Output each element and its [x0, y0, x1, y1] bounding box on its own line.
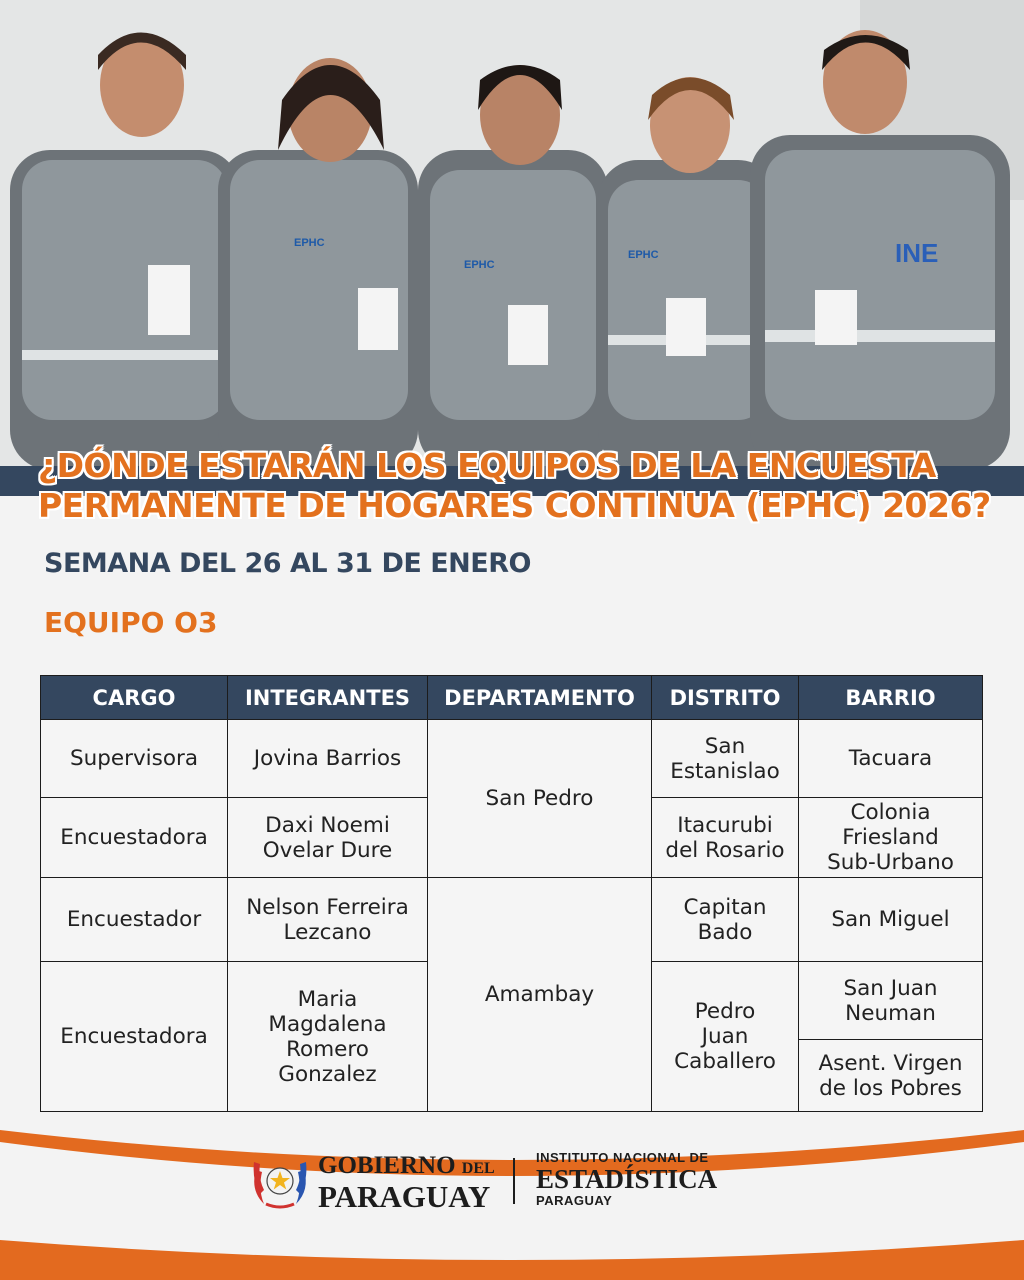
cell-departamento: Amambay — [428, 878, 652, 1112]
gov-line2: PARAGUAY — [318, 1179, 491, 1214]
page-title: ¿DÓNDE ESTARÁN LOS EQUIPOS DE LA ENCUESTA PERMANENTE DE HOGARES CONTINUA (EPHC) 2026? — [38, 446, 991, 525]
cell-distrito: Pedro Juan Caballero — [652, 962, 799, 1112]
cell-integrantes: Nelson Ferreira Lezcano — [228, 878, 428, 962]
table-row — [41, 720, 983, 798]
cell-cargo: Encuestador — [41, 878, 228, 962]
team-photo — [0, 0, 1024, 470]
cell-distrito: San Estanislao — [652, 720, 799, 798]
table-header-row — [41, 676, 983, 720]
cell-barrio: Tacuara — [799, 720, 983, 798]
team-label: EQUIPO O3 — [44, 606, 218, 639]
cell-barrio: San Miguel — [799, 878, 983, 962]
paraguay-seal-icon — [248, 1150, 312, 1212]
column-header-distrito: DISTRITO — [652, 676, 799, 720]
column-header-cargo: CARGO — [41, 676, 228, 720]
ine-line2: ESTADÍSTICA — [536, 1164, 718, 1194]
gov-line1: GOBIERNO — [318, 1152, 456, 1179]
cell-cargo: Encuestadora — [41, 798, 228, 878]
cell-departamento: San Pedro — [428, 720, 652, 878]
cell-integrantes: Daxi Noemi Ovelar Dure — [228, 798, 428, 878]
cell-barrio: Asent. Virgen de los Pobres — [799, 1040, 983, 1112]
cell-barrio: Colonia Friesland Sub-Urbano — [799, 798, 983, 878]
cell-integrantes: Maria Magdalena Romero Gonzalez — [228, 962, 428, 1112]
cell-cargo: Supervisora — [41, 720, 228, 798]
cell-barrio: San Juan Neuman — [799, 962, 983, 1040]
ine-line1: INSTITUTO NACIONAL DE — [536, 1150, 709, 1165]
week-subtitle: SEMANA DEL 26 AL 31 DE ENERO — [44, 548, 531, 579]
column-header-integrantes: INTEGRANTES — [228, 676, 428, 720]
vest-logo-text: EPHC — [628, 249, 659, 261]
team-roster-table — [40, 675, 983, 1112]
ine-logo-text — [536, 1150, 717, 1208]
column-header-departamento: DEPARTAMENTO — [428, 676, 652, 720]
column-header-barrio: BARRIO — [799, 676, 983, 720]
footer-wave — [0, 1130, 1024, 1280]
vest-logo-text: EPHC — [294, 237, 325, 249]
table-row — [41, 878, 983, 962]
cell-distrito: Capitan Bado — [652, 878, 799, 962]
government-logo-text — [318, 1152, 495, 1214]
team-photo-illustration — [0, 0, 1024, 470]
cell-cargo: Encuestadora — [41, 962, 228, 1112]
vest-logo-text: EPHC — [464, 259, 495, 271]
vest-brand-text: INE — [895, 238, 939, 268]
gov-del: DEL — [461, 1160, 495, 1177]
cell-distrito: Itacurubi del Rosario — [652, 798, 799, 878]
logo-divider — [513, 1158, 515, 1204]
cell-integrantes: Jovina Barrios — [228, 720, 428, 798]
ine-line3: PARAGUAY — [536, 1193, 613, 1208]
